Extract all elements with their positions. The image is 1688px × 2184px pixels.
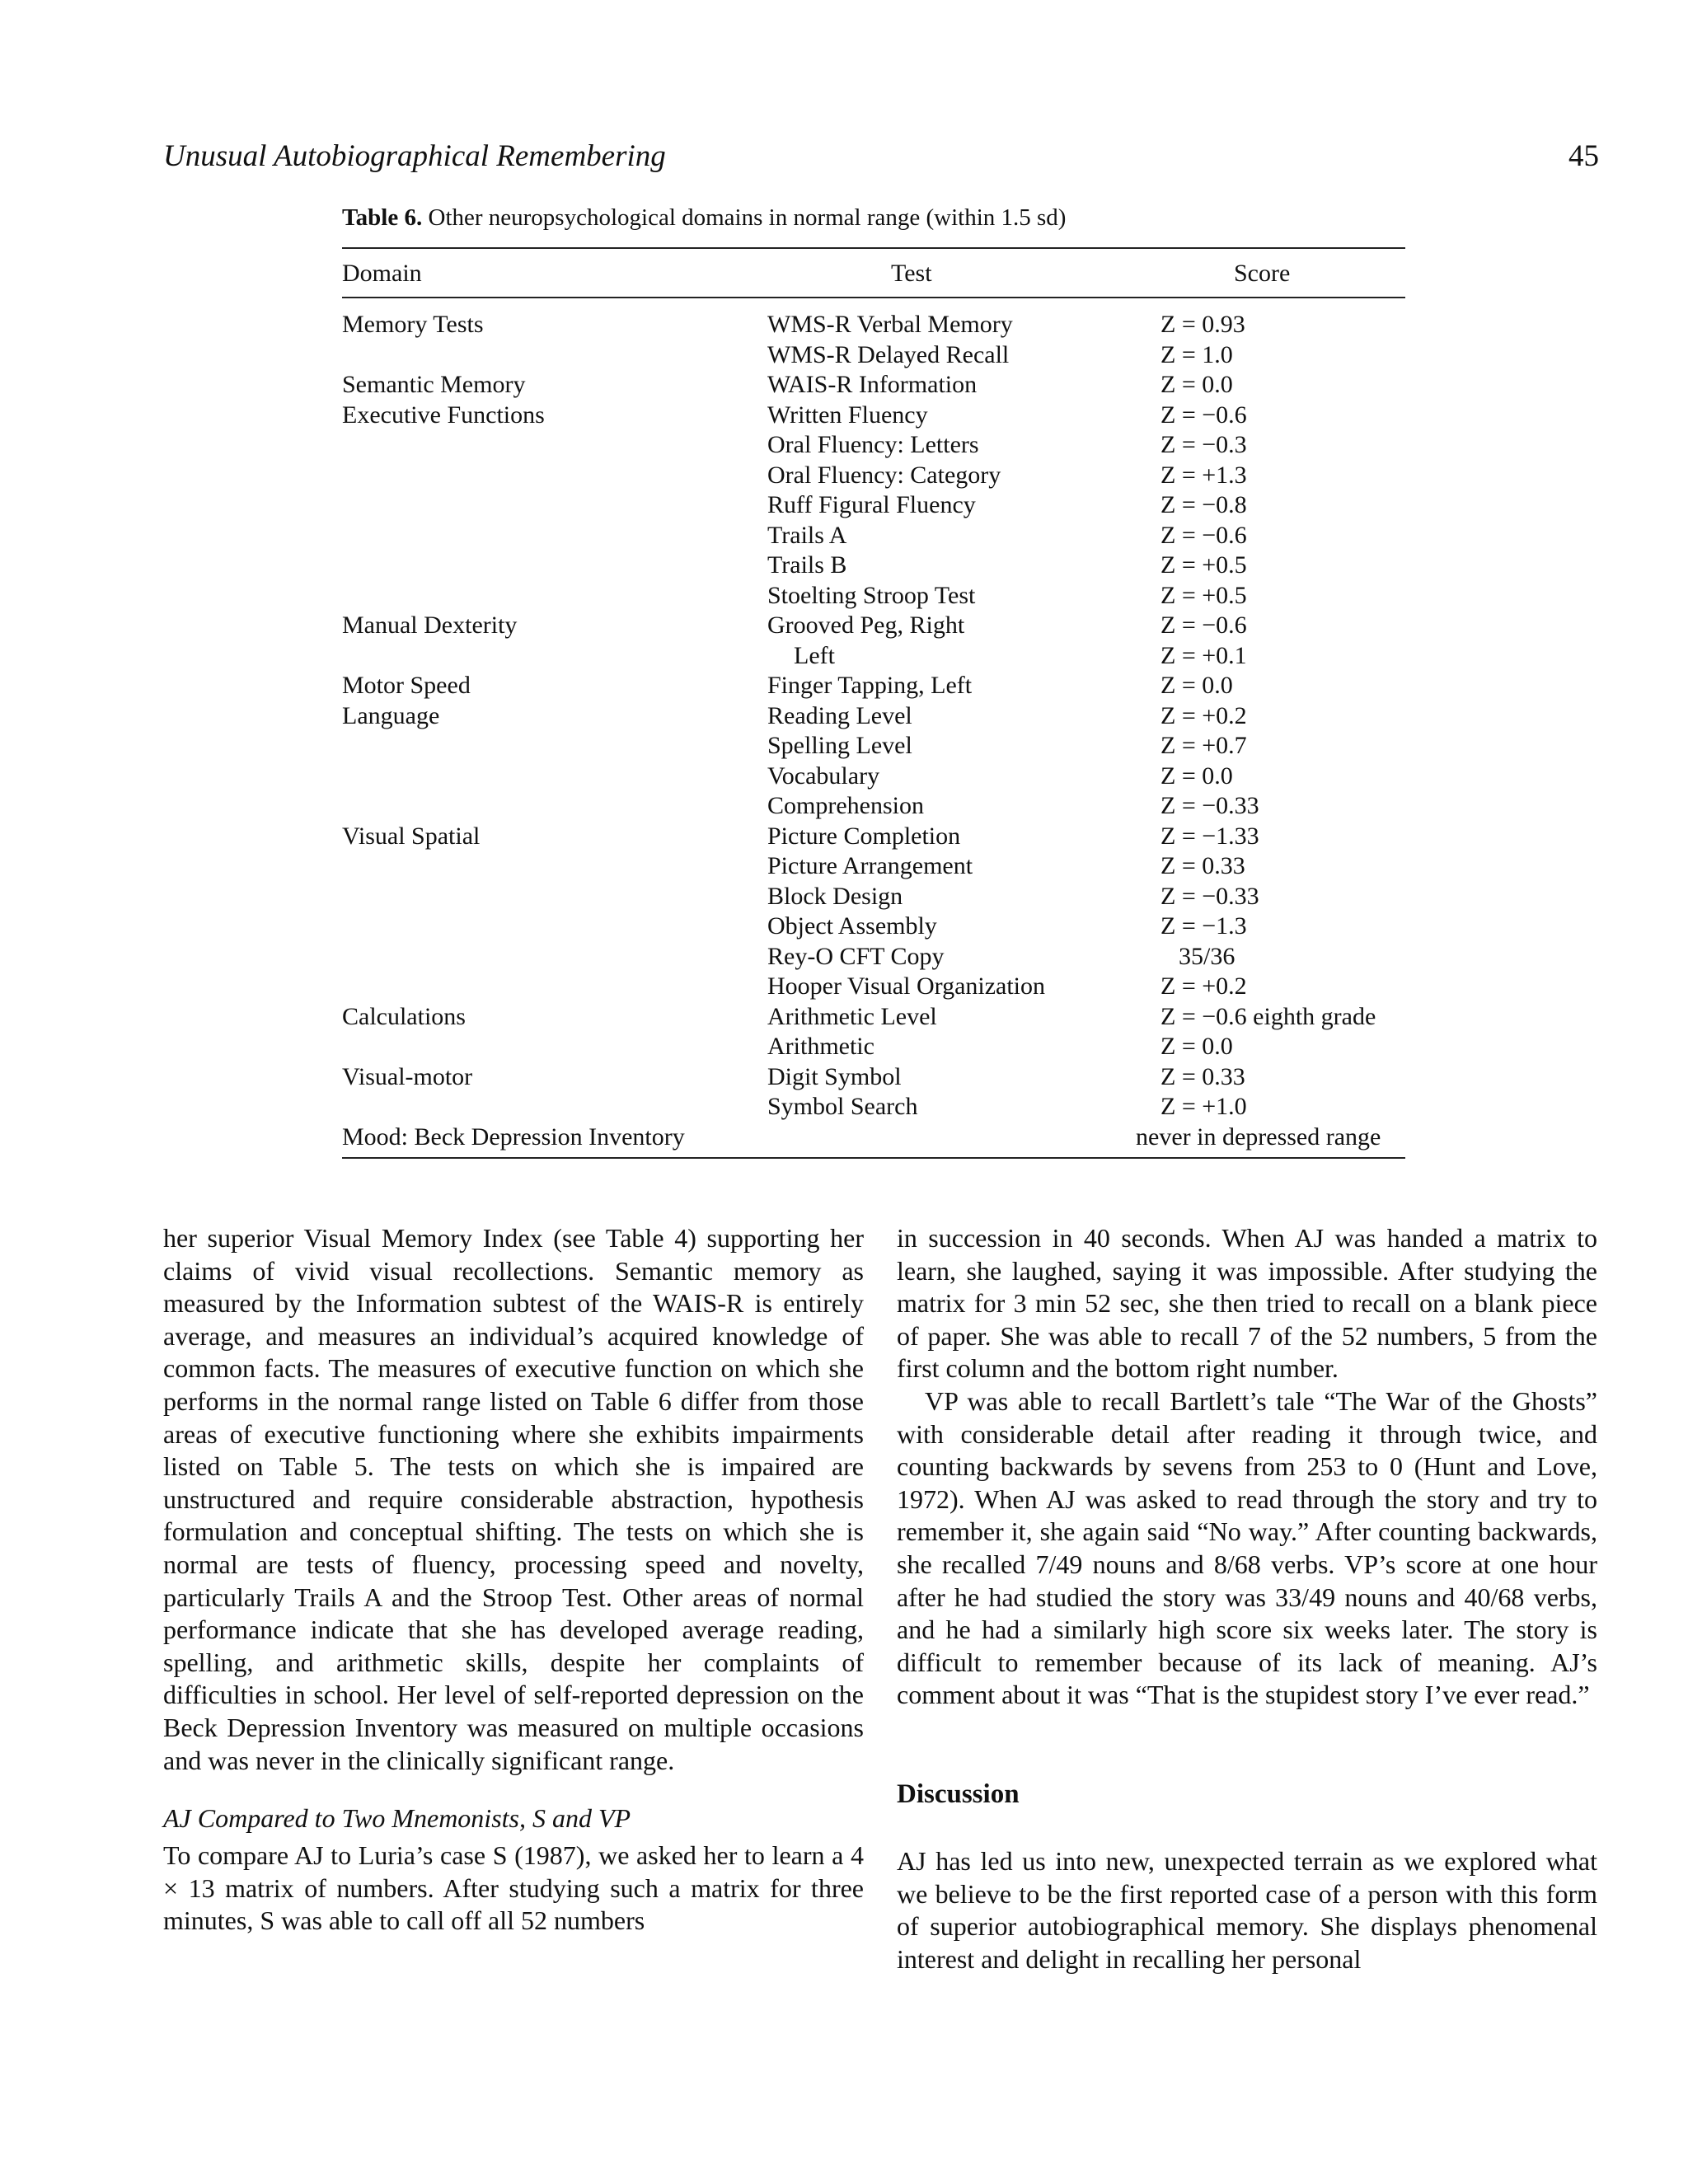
table-row bbox=[342, 942, 1405, 972]
score-cell: Z = +0.2 bbox=[1160, 972, 1247, 1000]
running-head: Unusual Autobiographical Remembering bbox=[163, 139, 666, 173]
table-row bbox=[342, 340, 1405, 371]
table-row bbox=[342, 641, 1405, 672]
table-row bbox=[342, 611, 1405, 641]
score-cell: Z = 1.0 bbox=[1160, 340, 1233, 368]
column-header-domain: Domain bbox=[342, 260, 422, 287]
table-row bbox=[342, 1002, 1405, 1033]
domain-cell: Memory Tests bbox=[342, 311, 484, 338]
table-caption bbox=[342, 203, 1066, 232]
score-cell: Z = −1.3 bbox=[1160, 912, 1247, 940]
table-row bbox=[342, 791, 1405, 822]
score-cell: Z = +0.2 bbox=[1160, 701, 1247, 729]
table-row bbox=[342, 851, 1405, 882]
score-cell: Z = 0.0 bbox=[1160, 1033, 1233, 1060]
table-bottom-rule bbox=[342, 1157, 1405, 1159]
score-cell: Z = 0.0 bbox=[1160, 371, 1233, 398]
score-cell: Z = 0.0 bbox=[1160, 762, 1233, 790]
test-cell: Object Assembly bbox=[767, 912, 937, 940]
table-header bbox=[342, 257, 1405, 290]
table-top-rule bbox=[342, 247, 1405, 249]
test-cell: Grooved Peg, Right bbox=[767, 612, 965, 639]
test-cell: Left bbox=[794, 641, 835, 669]
test-cell: WAIS-R Information bbox=[767, 371, 978, 398]
test-cell: Vocabulary bbox=[767, 762, 880, 790]
test-cell: Block Design bbox=[767, 882, 903, 910]
score-cell: Z = +0.5 bbox=[1160, 551, 1247, 579]
table-row bbox=[342, 822, 1405, 852]
section-heading-discussion: Discussion bbox=[897, 1779, 1020, 1809]
table-label: Table 6. bbox=[342, 204, 423, 231]
domain-cell: Language bbox=[342, 701, 440, 729]
score-cell: Z = +1.0 bbox=[1160, 1093, 1247, 1120]
domain-cell: Calculations bbox=[342, 1002, 466, 1030]
test-cell: Hooper Visual Organization bbox=[767, 972, 1046, 1000]
score-cell: Z = −0.8 bbox=[1160, 491, 1247, 518]
score-cell: Z = −0.6 bbox=[1160, 612, 1247, 639]
right-column bbox=[897, 1222, 1597, 1975]
table-row bbox=[342, 762, 1405, 792]
domain-cell: Semantic Memory bbox=[342, 371, 526, 398]
body-paragraph: her superior Visual Memory Index (see Table 4) supporting her claims of vivid visual recollections. Semantic memory as measured by the Information subtest of the WAIS-R is entirely average, and measures an individual’s acquired knowledge of common facts. The measures of executive function on which she performs in the normal range listed on Table 6 differ from those areas of executive functioning where she exhibits impairments listed on Table 5. The tests on which she is impaired are unstructured and require considerable abstraction, hypothesis formulation and conceptual shifting. The tests on which she is normal are tests of fluency, processing speed and novelty, particularly Trails A and the Stroop Test. Other areas of normal performance indicate that she has developed average reading, spelling, and arithmetic skills, despite her complaints of difficulties in school. Her level of self-reported depression on the Beck Depression Inventory was measured on multiple occasions and was never in the clinically significant range. bbox=[163, 1223, 864, 1775]
table-row bbox=[342, 1032, 1405, 1062]
test-cell: Arithmetic Level bbox=[767, 1002, 937, 1030]
domain-cell: Visual Spatial bbox=[342, 822, 481, 850]
table-row bbox=[342, 1122, 1405, 1153]
table-row bbox=[342, 370, 1405, 401]
score-cell: never in depressed range bbox=[1136, 1122, 1381, 1151]
score-cell: Z = −0.6 bbox=[1160, 521, 1247, 549]
table-row bbox=[342, 1092, 1405, 1122]
domain-cell: Visual-motor bbox=[342, 1062, 473, 1090]
column-header-score: Score bbox=[1234, 260, 1291, 287]
test-cell: Trails B bbox=[767, 551, 847, 579]
test-cell: Reading Level bbox=[767, 701, 912, 729]
test-cell: Finger Tapping, Left bbox=[767, 672, 973, 699]
table-row bbox=[342, 401, 1405, 431]
score-cell: Z = −0.33 bbox=[1160, 882, 1259, 910]
score-cell: Z = −0.6 eighth grade bbox=[1160, 1002, 1376, 1030]
score-cell: 35/36 bbox=[1179, 942, 1236, 970]
left-column bbox=[163, 1222, 864, 1938]
table-row bbox=[342, 581, 1405, 612]
test-cell: Stoelting Stroop Test bbox=[767, 581, 976, 609]
score-cell: Z = −0.3 bbox=[1160, 431, 1247, 458]
subsection-heading: AJ Compared to Two Mnemonists, S and VP bbox=[163, 1803, 631, 1834]
test-cell: Oral Fluency: Category bbox=[767, 461, 1001, 489]
table-row bbox=[342, 430, 1405, 461]
test-cell: Ruff Figural Fluency bbox=[767, 491, 976, 518]
body-paragraph: in succession in 40 seconds. When AJ was handed a matrix to learn, she laughed, saying it was impossible. After studying the matrix for 3 min 52 sec, she then tried to recall on a blank piece of paper. She was able to recall 7 of the 52 numbers, 5 from the first column and the bottom right number. bbox=[897, 1223, 1597, 1384]
score-cell: Z = −0.6 bbox=[1160, 401, 1247, 429]
score-cell: Z = −1.33 bbox=[1160, 822, 1259, 850]
table-row bbox=[342, 1062, 1405, 1093]
table-row bbox=[342, 461, 1405, 491]
table-row bbox=[342, 671, 1405, 701]
score-cell: Z = −0.33 bbox=[1160, 792, 1259, 819]
test-cell: Trails A bbox=[767, 521, 847, 549]
score-cell: Z = +0.1 bbox=[1160, 641, 1247, 669]
test-cell: WMS-R Delayed Recall bbox=[767, 340, 1010, 368]
score-cell: Z = 0.33 bbox=[1160, 852, 1245, 879]
test-cell: Written Fluency bbox=[767, 401, 928, 429]
table-header-rule bbox=[342, 297, 1405, 298]
body-paragraph: AJ has led us into new, unexpected terrain as we explored what we believe to be the first reported case of a person with this form of superior autobiographical memory. She displays phenomenal interest and delight in recalling her personal bbox=[897, 1845, 1597, 1974]
table-row bbox=[342, 882, 1405, 912]
column-header-test: Test bbox=[891, 260, 932, 287]
test-cell: Picture Completion bbox=[767, 822, 961, 850]
body-paragraph: VP was able to recall Bartlett’s tale “The War of the Ghosts” with considerable detail after reading it through twice, and counting backwards by sevens from 253 to 0 (Hunt and Love, 1972). When AJ was asked to read through the story and try to remember it, she again said “No way.” After counting backwards, she recalled 7/49 nouns and 8/68 verbs. VP’s score at one hour after he had studied the story was 33/49 nouns and 40/68 verbs, and he had a similarly high score six weeks later. The story is difficult to remember because of its lack of meaning. AJ’s comment about it was “That is the stupidest story I’ve ever read.” bbox=[897, 1385, 1597, 1710]
page-number: 45 bbox=[1568, 139, 1599, 173]
test-cell: Oral Fluency: Letters bbox=[767, 431, 979, 458]
score-cell: Z = 0.33 bbox=[1160, 1062, 1245, 1090]
score-cell: Z = +0.7 bbox=[1160, 732, 1247, 759]
table-row bbox=[342, 551, 1405, 581]
domain-cell: Motor Speed bbox=[342, 672, 471, 699]
table-row bbox=[342, 972, 1405, 1002]
test-cell: Symbol Search bbox=[767, 1093, 918, 1120]
table-row bbox=[342, 490, 1405, 521]
test-cell: WMS-R Verbal Memory bbox=[767, 311, 1013, 338]
score-cell: Z = 0.93 bbox=[1160, 311, 1245, 338]
score-cell: Z = 0.0 bbox=[1160, 672, 1233, 699]
test-cell: Rey-O CFT Copy bbox=[767, 942, 945, 970]
table-row bbox=[342, 912, 1405, 942]
table-caption-text: Other neuropsychological domains in normal range (within 1.5 sd) bbox=[428, 204, 1067, 231]
table-body bbox=[342, 310, 1405, 1152]
test-cell: Spelling Level bbox=[767, 732, 912, 759]
score-cell: Z = +0.5 bbox=[1160, 581, 1247, 609]
table-row bbox=[342, 731, 1405, 762]
test-cell: Arithmetic bbox=[767, 1033, 874, 1060]
table-row bbox=[342, 701, 1405, 732]
test-cell: Picture Arrangement bbox=[767, 852, 973, 879]
table-row bbox=[342, 521, 1405, 551]
domain-cell: Executive Functions bbox=[342, 401, 545, 429]
table-row bbox=[342, 310, 1405, 340]
test-cell: Digit Symbol bbox=[767, 1062, 902, 1090]
domain-cell: Manual Dexterity bbox=[342, 612, 518, 639]
score-cell: Z = +1.3 bbox=[1160, 461, 1247, 489]
domain-cell: Mood: Beck Depression Inventory bbox=[342, 1122, 685, 1151]
test-cell: Comprehension bbox=[767, 792, 924, 819]
body-paragraph: To compare AJ to Luria’s case S (1987), we asked her to learn a 4 × 13 matrix of numbers. After studying such a matrix for three minutes, S was able to call off all 52 numbers bbox=[163, 1840, 864, 1936]
